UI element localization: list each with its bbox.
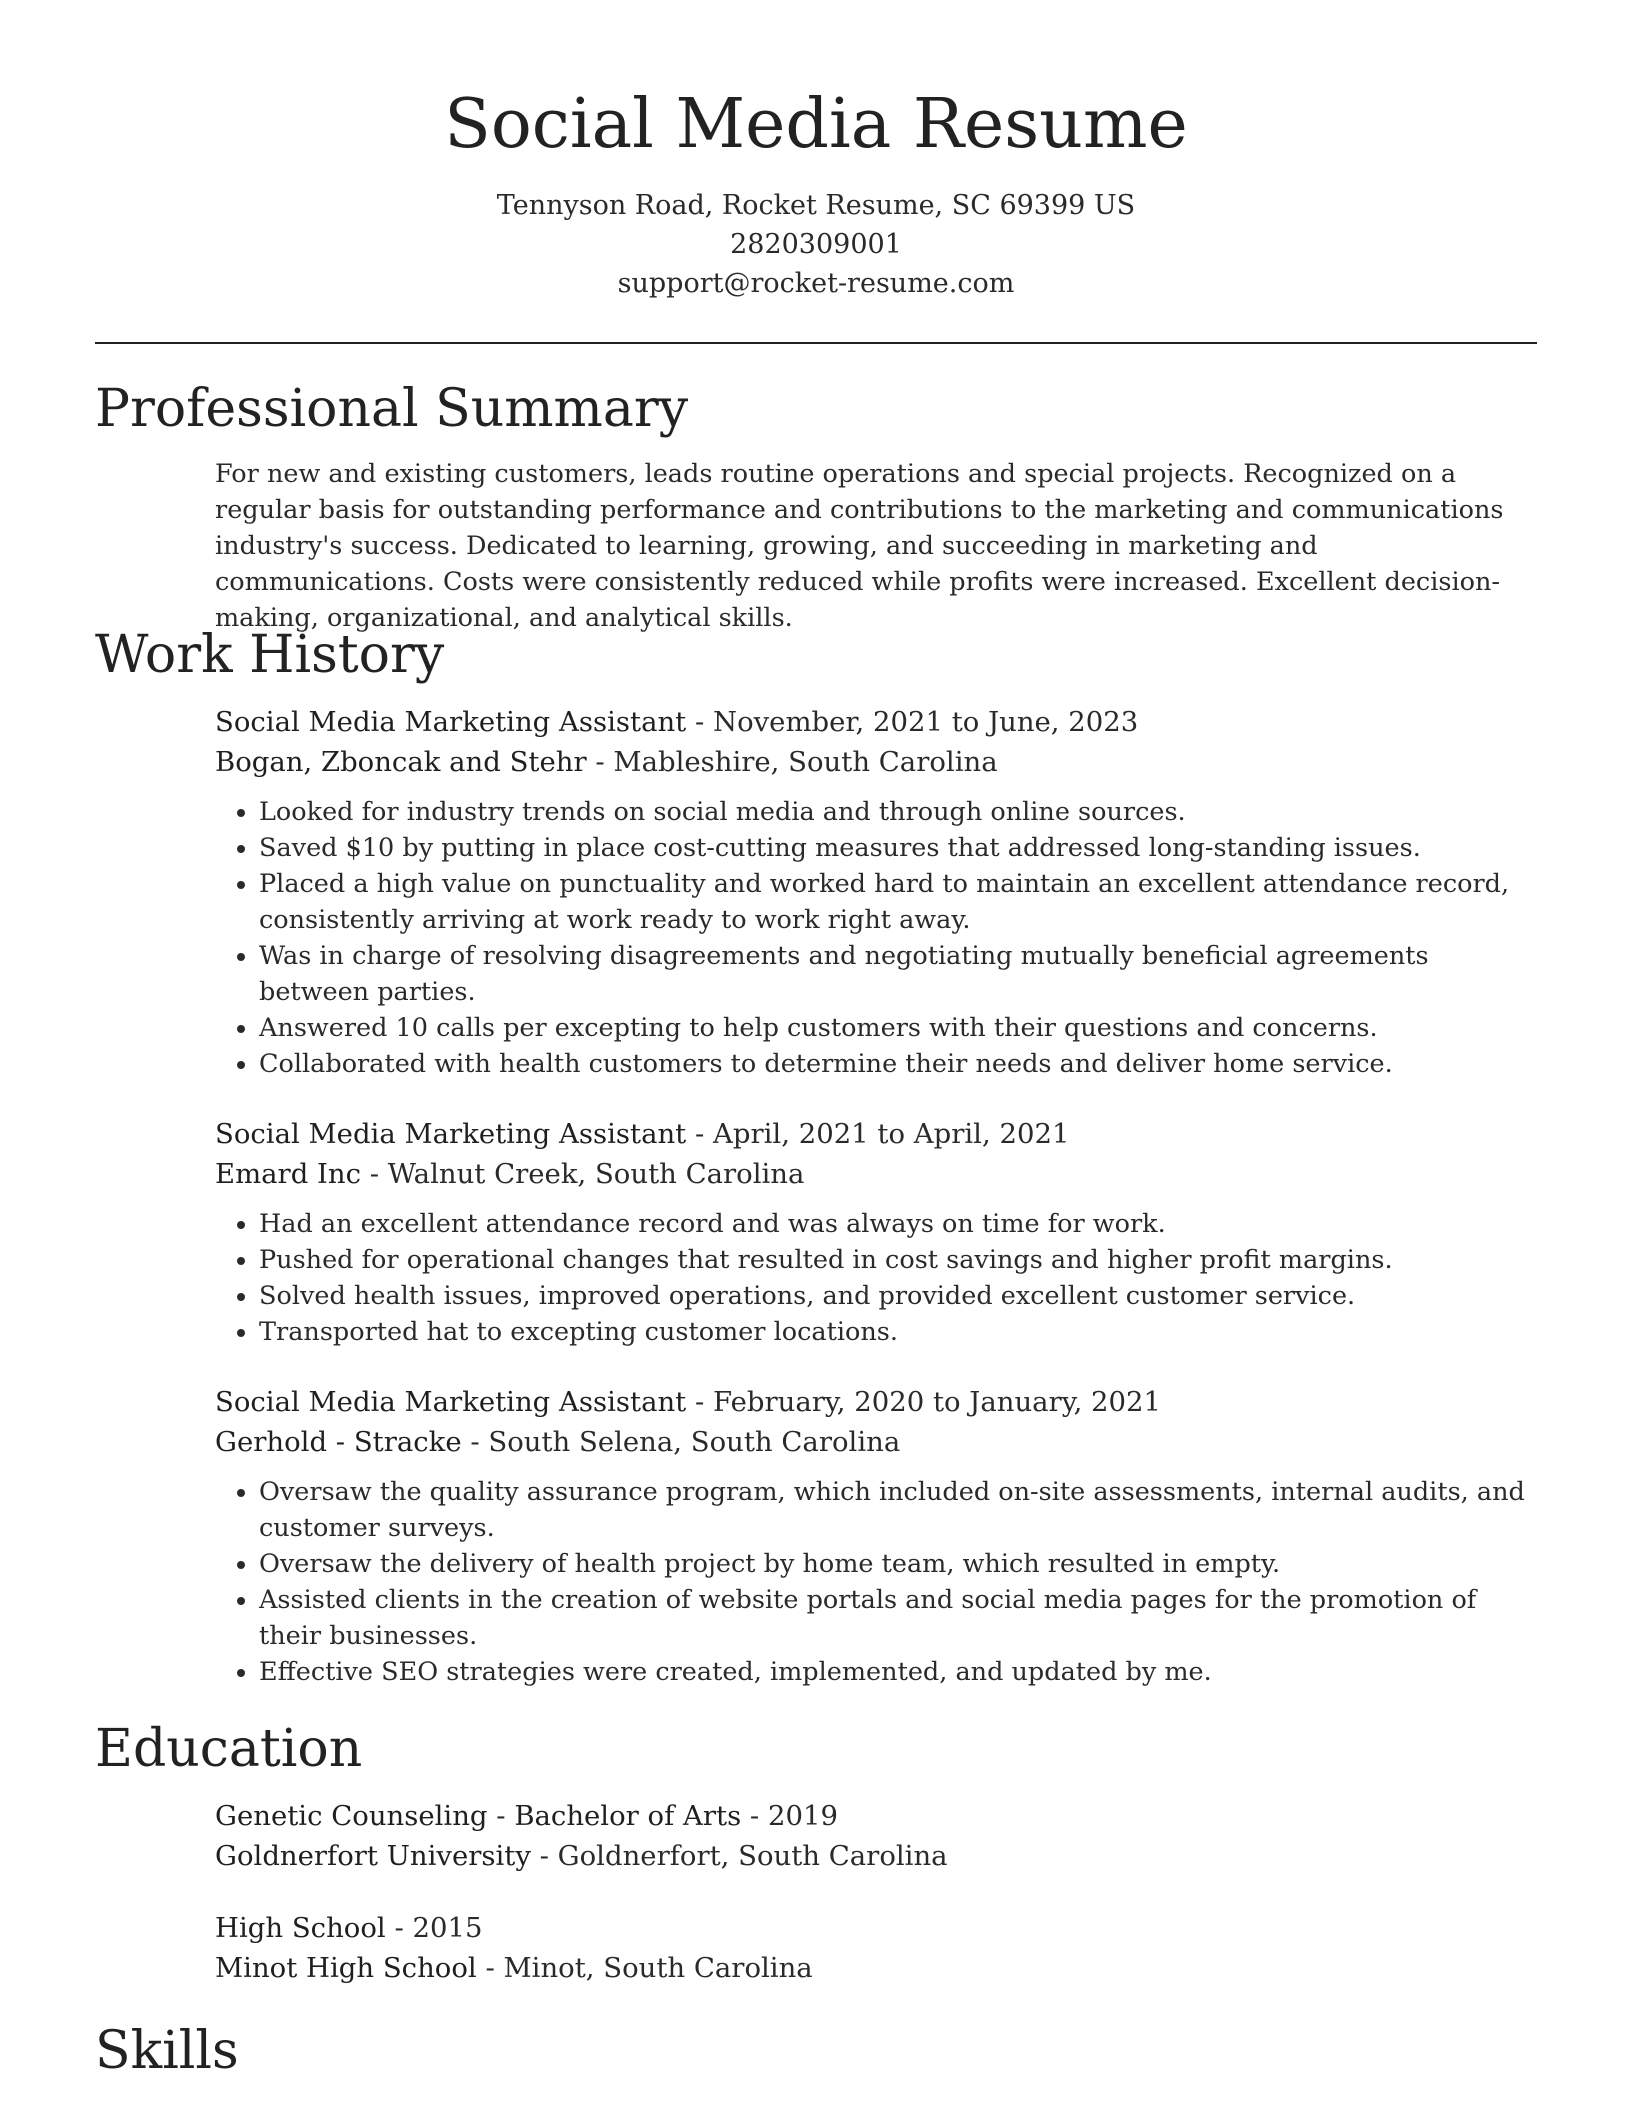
education-year: 2019 (767, 1800, 838, 1832)
education-heading: Education (95, 1719, 363, 1779)
education-school-line: Minot High School - Minot, South Carolina (215, 1952, 813, 1984)
work-history-heading: Work History (95, 625, 445, 685)
job-dates: April, 2021 to April, 2021 (713, 1118, 1070, 1150)
education-degree: Bachelor of Arts (514, 1800, 742, 1832)
job-location: Walnut Creek, South Carolina (387, 1158, 805, 1190)
job-location: South Selena, South Carolina (488, 1426, 901, 1458)
summary-text: For new and existing customers, leads routine operations and special projects. Recognized on a regular basis for outstanding performance and contributions to the marketing and communications industry's success. Dedicated to learning, growing, and succeeding in marketing and communications. Costs were consistently reduced while profits were increased. Excellent decision-making, organizational, and analytical skills. (215, 459, 1504, 633)
job-bullet: • Collaborated with health customers to determine their needs and deliver home service. (259, 1046, 1537, 1082)
job-company: Emard Inc (215, 1158, 362, 1190)
header-divider (95, 342, 1537, 344)
job-role: Social Media Marketing Assistant (215, 1386, 687, 1418)
skills-heading: Skills (95, 2021, 239, 2081)
job-bullet: • Looked for industry trends on social media and through online sources. (259, 794, 1537, 830)
job-org-line: Gerhold - Stracke - South Selena, South Carolina (215, 1426, 901, 1458)
job-role: Social Media Marketing Assistant (215, 706, 687, 738)
job-company: Gerhold - Stracke (215, 1426, 462, 1458)
job-bullets (215, 1474, 1537, 1690)
job-bullets (215, 794, 1537, 1082)
job-bullet: • Had an excellent attendance record and was always on time for work. (259, 1206, 1537, 1242)
email-line: support@rocket-resume.com (617, 267, 1015, 299)
job-dates: February, 2020 to January, 2021 (713, 1386, 1162, 1418)
job-org-line: Emard Inc - Walnut Creek, South Carolina (215, 1158, 805, 1190)
address-line: Tennyson Road, Rocket Resume, SC 69399 US (496, 189, 1136, 221)
education-section (215, 1796, 1537, 1988)
phone-line: 2820309001 (730, 228, 902, 260)
job-bullet: • Pushed for operational changes that resulted in cost savings and higher profit margins. (259, 1242, 1537, 1278)
job-dates: November, 2021 to June, 2023 (713, 706, 1139, 738)
education-degree: High School (215, 1912, 386, 1944)
job-role: Social Media Marketing Assistant (215, 1118, 687, 1150)
job-title-line: Social Media Marketing Assistant - November, 2021 to June, 2023 (215, 706, 1139, 738)
education-field: Genetic Counseling (215, 1800, 488, 1832)
job-bullets (215, 1206, 1537, 1350)
job-bullet: • Saved $10 by putting in place cost-cutting measures that addressed long-standing issues. (259, 830, 1537, 866)
job-bullet: • Transported hat to excepting customer locations. (259, 1314, 1537, 1350)
job-bullet: • Assisted clients in the creation of website portals and social media pages for the promotion of their businesses. (259, 1582, 1537, 1654)
education-location: Goldnerfort, South Carolina (557, 1840, 948, 1872)
job-entry (215, 1114, 1537, 1350)
job-bullet: • Placed a high value on punctuality and worked hard to maintain an excellent attendance record, consistently arriving at work ready to work right away. (259, 866, 1537, 938)
job-company: Bogan, Zboncak and Stehr (215, 746, 587, 778)
resume-name: Social Media Resume (444, 85, 1188, 164)
job-bullet: • Answered 10 calls per excepting to help customers with their questions and concerns. (259, 1010, 1537, 1046)
work-history-section (215, 702, 1537, 1690)
resume-header (0, 0, 1632, 303)
education-location: Minot, South Carolina (503, 1952, 813, 1984)
job-title-line: Social Media Marketing Assistant - April, 2021 to April, 2021 (215, 1118, 1070, 1150)
job-bullet: • Was in charge of resolving disagreements and negotiating mutually beneficial agreements between parties. (259, 938, 1537, 1010)
job-bullet: • Oversaw the quality assurance program, which included on-site assessments, internal audits, and customer surveys. (259, 1474, 1537, 1546)
job-location: Mableshire, South Carolina (613, 746, 998, 778)
education-school-line: Goldnerfort University - Goldnerfort, South Carolina (215, 1840, 948, 1872)
education-entry (215, 1796, 1537, 1876)
job-org-line: Bogan, Zboncak and Stehr - Mableshire, South Carolina (215, 746, 998, 778)
job-title-line: Social Media Marketing Assistant - February, 2020 to January, 2021 (215, 1386, 1162, 1418)
summary-section (215, 456, 1537, 636)
education-school: Minot High School (215, 1952, 477, 1984)
summary-heading: Professional Summary (95, 379, 689, 439)
job-entry (215, 702, 1537, 1082)
education-year: 2015 (412, 1912, 483, 1944)
education-degree-line: Genetic Counseling - Bachelor of Arts - 2019 (215, 1800, 838, 1832)
education-degree-line: High School - 2015 (215, 1912, 483, 1944)
job-bullet: • Effective SEO strategies were created, implemented, and updated by me. (259, 1654, 1537, 1690)
contact-info (0, 186, 1632, 303)
job-bullet: • Oversaw the delivery of health project by home team, which resulted in empty. (259, 1546, 1537, 1582)
education-entry (215, 1908, 1537, 1988)
education-school: Goldnerfort University (215, 1840, 531, 1872)
job-bullet: • Solved health issues, improved operations, and provided excellent customer service. (259, 1278, 1537, 1314)
job-entry (215, 1382, 1537, 1690)
